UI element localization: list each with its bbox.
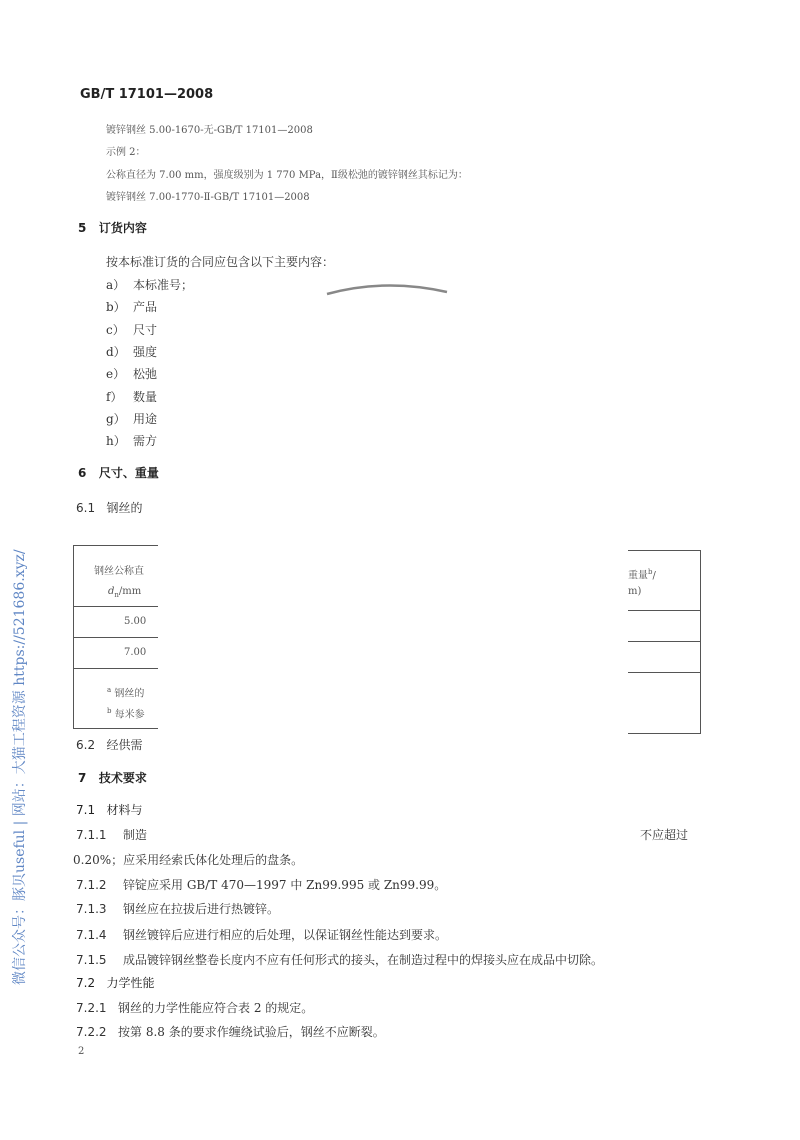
list-text: 尺寸 <box>133 322 158 337</box>
clause-7-2 <box>76 976 155 990</box>
example-2-label: 示例 2： <box>106 147 146 158</box>
list-marker: f） <box>106 389 123 404</box>
list-item <box>106 278 193 292</box>
scan-artifact-curve <box>325 282 450 298</box>
note-text: 钢丝的 <box>114 688 145 700</box>
section-title: 订货内容 <box>98 221 147 235</box>
example-2-text: 公称直径为 7.00 mm，强度级别为 1 770 MPa，Ⅱ级松弛的镀锌钢丝其标记为： <box>106 170 468 181</box>
clause-7-1-4 <box>76 928 447 942</box>
watermark-text: 微信公众号：豚贝useful | 网站：大猫工程资源 https://521686.xyz/ <box>12 549 28 985</box>
clause-text: 制造 <box>123 828 148 842</box>
clause-number: 7.2.2 <box>76 1025 107 1039</box>
section-title: 技术要求 <box>98 771 147 785</box>
clause-number: 6.1 <box>76 501 96 515</box>
list-marker: h） <box>106 434 126 449</box>
clause-7-2-1 <box>76 1001 313 1015</box>
section-number: 6 <box>78 466 87 480</box>
page-number: 2 <box>78 1046 85 1057</box>
list-marker: d） <box>106 344 126 359</box>
clause-text: 钢丝应在拉拔后进行热镀锌。 <box>123 902 280 916</box>
list-text: 数量 <box>133 389 158 404</box>
clause-number: 7.1.1 <box>76 828 107 842</box>
clause-number: 7.1.3 <box>76 902 107 916</box>
clause-7-1-1-tail: 不应超过 <box>640 828 689 842</box>
table-note-b <box>107 704 145 722</box>
clause-title: 材料与 <box>106 803 143 817</box>
list-item <box>106 323 157 337</box>
table-header-weight: 重量$^b$/ <box>628 568 656 582</box>
section-6-heading <box>78 466 159 480</box>
unit: /mm <box>118 586 142 597</box>
list-item <box>106 390 157 404</box>
list-item <box>106 345 157 359</box>
clause-text: 成品镀锌钢丝整卷长度内不应有任何形式的接头，在制造过程中的焊接头应在成品中切除。 <box>123 953 604 967</box>
section-5-intro: 按本标准订货的合同应包含以下主要内容： <box>106 255 335 269</box>
note-mark: a <box>107 686 112 694</box>
clause-text: 钢丝镀锌后应进行相应的后处理，以保证钢丝性能达到要求。 <box>123 928 448 942</box>
list-text: 强度 <box>133 344 158 359</box>
list-text: 松弛 <box>133 367 158 382</box>
header-text: 重量 <box>628 570 648 582</box>
clause-text: 按第 8.8 条的要求作缠绕试验后，钢丝不应断裂。 <box>118 1025 385 1039</box>
clause-number: 7.1.2 <box>76 878 107 892</box>
list-item <box>106 300 157 314</box>
clause-7-1-5 <box>76 953 603 967</box>
section-title: 尺寸、重量 <box>98 466 159 480</box>
list-marker: c） <box>106 322 125 337</box>
clause-text: 经供需 <box>106 738 143 752</box>
table-header-diameter: 钢丝公称直 <box>94 566 144 577</box>
example-1-mark: 镀锌钢丝 5.00-1670-无-GB/T 17101—2008 <box>106 125 313 136</box>
clause-6-1 <box>76 501 143 515</box>
clause-continuation <box>73 853 303 867</box>
list-item <box>106 412 157 426</box>
clause-7-1 <box>76 803 143 817</box>
clause-number: 6.2 <box>76 738 96 752</box>
clause-text: 锌锭应采用 GB/T 470—1997 中 Zn99.995 或 Zn99.99。 <box>123 878 447 892</box>
clause-number: 7.1 <box>76 803 96 817</box>
list-item <box>106 367 157 381</box>
list-marker: a） <box>106 278 126 292</box>
list-marker: e） <box>106 367 126 382</box>
clause-text: 钢丝的力学性能应符合表 2 的规定。 <box>118 1001 314 1015</box>
clause-7-1-1 <box>76 828 147 842</box>
list-marker: b） <box>106 300 126 315</box>
clause-7-2-2 <box>76 1025 385 1039</box>
clause-number: 7.1.5 <box>76 953 107 967</box>
table-note-a <box>107 683 144 701</box>
table-header-diameter-unit <box>108 585 141 602</box>
list-text: 本标准号； <box>133 278 194 292</box>
section-5-heading <box>78 221 147 235</box>
section-number: 5 <box>78 221 87 235</box>
symbol: d <box>108 586 115 597</box>
note-mark: b <box>107 707 112 715</box>
clause-number: 7.2.1 <box>76 1001 107 1015</box>
list-marker: g） <box>106 411 126 426</box>
standard-number: GB/T 17101—2008 <box>80 87 214 102</box>
clause-text: 0.20%；应采用经索氏体化处理后的盘条。 <box>73 853 304 867</box>
list-text: 产品 <box>133 300 158 315</box>
clause-number: 7.2 <box>76 976 96 990</box>
example-2-mark: 镀锌钢丝 7.00-1770-Ⅱ-GB/T 17101—2008 <box>106 192 310 203</box>
note-text: 每米参 <box>114 709 145 721</box>
list-item <box>106 434 157 448</box>
clause-number: 7.1.4 <box>76 928 107 942</box>
list-text: 用途 <box>133 411 158 426</box>
section-number: 7 <box>78 771 87 785</box>
table-cell-diameter: 5.00 <box>124 616 147 627</box>
clause-7-1-2 <box>76 878 446 892</box>
clause-text: 钢丝的 <box>106 501 143 515</box>
section-7-heading <box>78 771 147 785</box>
note-mark: b <box>648 568 653 576</box>
clause-6-2 <box>76 738 143 752</box>
symbol-subscript: n <box>114 591 119 599</box>
table-header-weight-unit: m) <box>628 586 642 597</box>
clause-7-1-3 <box>76 902 279 916</box>
list-text: 需方 <box>133 434 158 449</box>
table-cell-diameter: 7.00 <box>124 647 147 658</box>
clause-title: 力学性能 <box>106 976 155 990</box>
